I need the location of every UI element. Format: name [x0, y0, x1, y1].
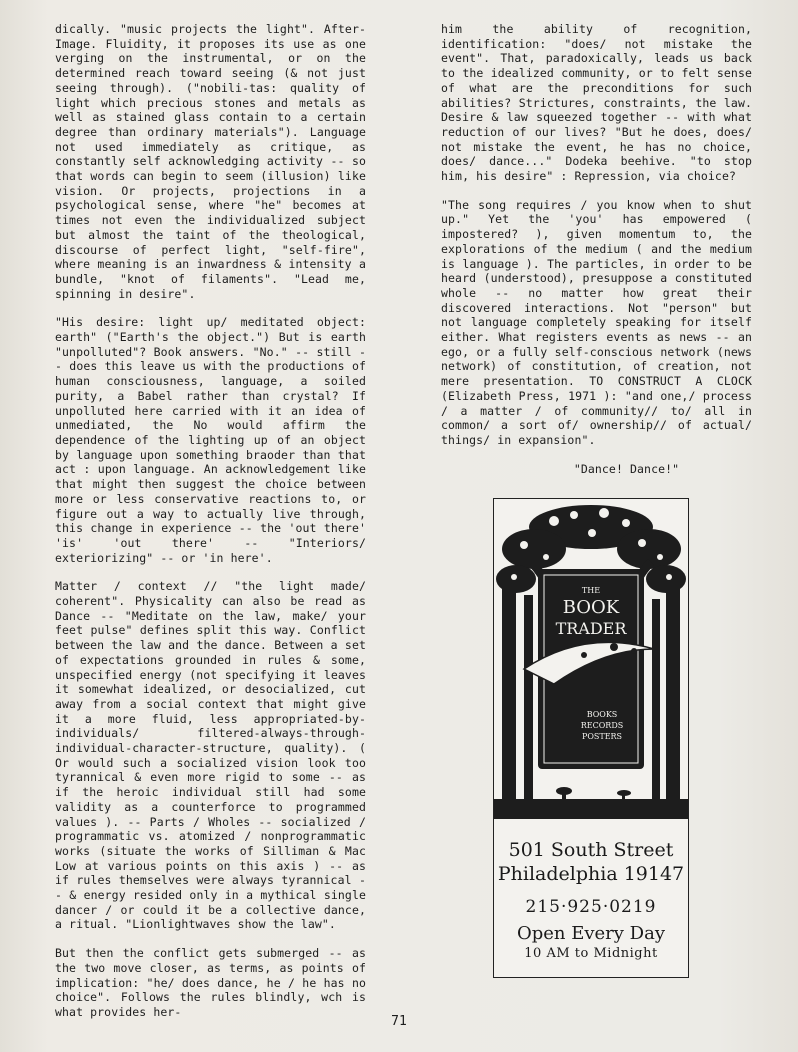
left-paragraph-1: dically. "music projects the light". After-Image. Fluidity, it proposes its use as one verging on the instrumental, or on the determined reach toward seeing (& not just seeing through). ("nobili-tas: quality of light which precious stones and metals as well as stained glass contain to a certain degree than ordinary materials"). Language not used immediately as critique, as constantly self acknowledging activity -- so that words can begin to seem (illusion) like vision. Or projects, projections in a psychological sense, where "he" becomes at times not even the individualized subject but almost the taint of the theological, discourse of perfect light, "self-fire", where meaning is an inwardness & intensity a bundle, "knot of filaments". "Lead me, spinning in desire".: [55, 22, 366, 301]
advertisement-details: [494, 821, 688, 961]
page-number: 71: [391, 1014, 407, 1029]
right-paragraph-1: him the ability of recognition, identification: "does/ not mistake the event". That, paradoxically, leads us back to the idealized community, or to felt sense of what are the preconditions for such abilities? Strictures, constraints, the law. Desire & law squeezed together -- with what reduction of our lives? "But he does, does/ not mistake the event, he has no choice, does/ dance..." Dodeka beehive. "to stop him, his desire" : Repression, via choice?: [441, 22, 752, 184]
address-line-1: 501 South Street: [508, 839, 674, 861]
sign-books-text: BOOKS: [586, 710, 618, 719]
book-trader-advertisement: [493, 498, 689, 978]
sign-trader-text: TRADER: [555, 619, 627, 638]
opening-hours: 10 AM to Midnight: [524, 946, 658, 961]
sign-records-text: RECORDS: [580, 721, 624, 730]
left-paragraph-2: "His desire: light up/ meditated object: earth" ("Earth's the object.") But is earth "unpolluted"? Book answers. "No." -- still -- does this leave us with the productions of human consciousness, language, a soiled purity, a Babel rather than crystal? If unpolluted here carried with it an idea of unmediated, the No would affirm the dependence of the lighting up of an object by language upon something braoder than that act : upon language. An acknowledgement like that might then suggest the choice between more or less conservative reactions to, or figure out a way to actually live through, this change in experience -- the 'out there' 'is' 'out there' -- "Interiors/ exteriorizing" -- or 'in here'.: [55, 315, 366, 565]
right-paragraph-2: "The song requires / you know when to shut up." Yet the 'you' has empowered ( impostered? ), given momentum to, the explorations of the medium ( and the medium is language ). The particles, in order to be heard (understood), presuppose a constituted whole -- no matter how great their discovered interactions. Not "person" but not language completely speaking for itself either. What registers events as news -- an ego, or a fully self-conscious network (news network) of constitution, of creation, not mere presentation. TO CONSTRUCT A CLOCK (Elizabeth Press, 1971 ): "and one,/ process / a matter / of community// to/ all in common/ a sort of/ ownership// of actual/ things/ in expansion".: [441, 197, 752, 447]
sign-posters-text: POSTERS: [581, 732, 623, 741]
address-line-2: Philadelphia 19147: [497, 863, 685, 885]
closing-line: "Dance! Dance!": [573, 461, 680, 476]
left-paragraph-3: Matter / context // "the light made/ coherent". Physicality can also be read as Dance -- "Meditate on the law, make/ your feet pulse" defines split this way. Conflict between the law and the dance. Between a set of expectations grounded in rules & some, unspecified energy (not specifying it leaves it somewhat idealized, or desocialized, cut away from a social context that might give it a more fluid, less appropriated-by-individuals/ filtered-always-through-individual-character-structure, quality). ( Or would such a socialized vision look too tyrannical & even more rigid to some -- as if the heroic individual still had some validity as a counterforce to programmed values ). -- Parts / Wholes -- socialized / programmatic vs. atomized / nonprogrammatic works (situate the works of Silliman & Mac Low at various points on this axis ) -- as if rules themselves were always tyrannical -- & energy resided only in a mythical single dancer / or could it be a collective dance, a ritual. "Lionlightwaves show the law".: [55, 579, 366, 932]
phone-number: 215·925·0219: [525, 897, 657, 917]
sign-book-text: BOOK: [562, 597, 620, 618]
left-paragraph-4: But then the conflict gets submerged -- as the two move closer, as terms, as points of implication: "he/ does dance, he / he has no choice". Follows the rules blindly, wch is what provides her-: [55, 946, 366, 1019]
tree-illustration: [494, 499, 688, 819]
sign-the-text: THE: [581, 586, 601, 595]
open-days: Open Every Day: [516, 923, 666, 944]
left-column: [55, 22, 366, 1034]
right-column: [441, 22, 752, 490]
